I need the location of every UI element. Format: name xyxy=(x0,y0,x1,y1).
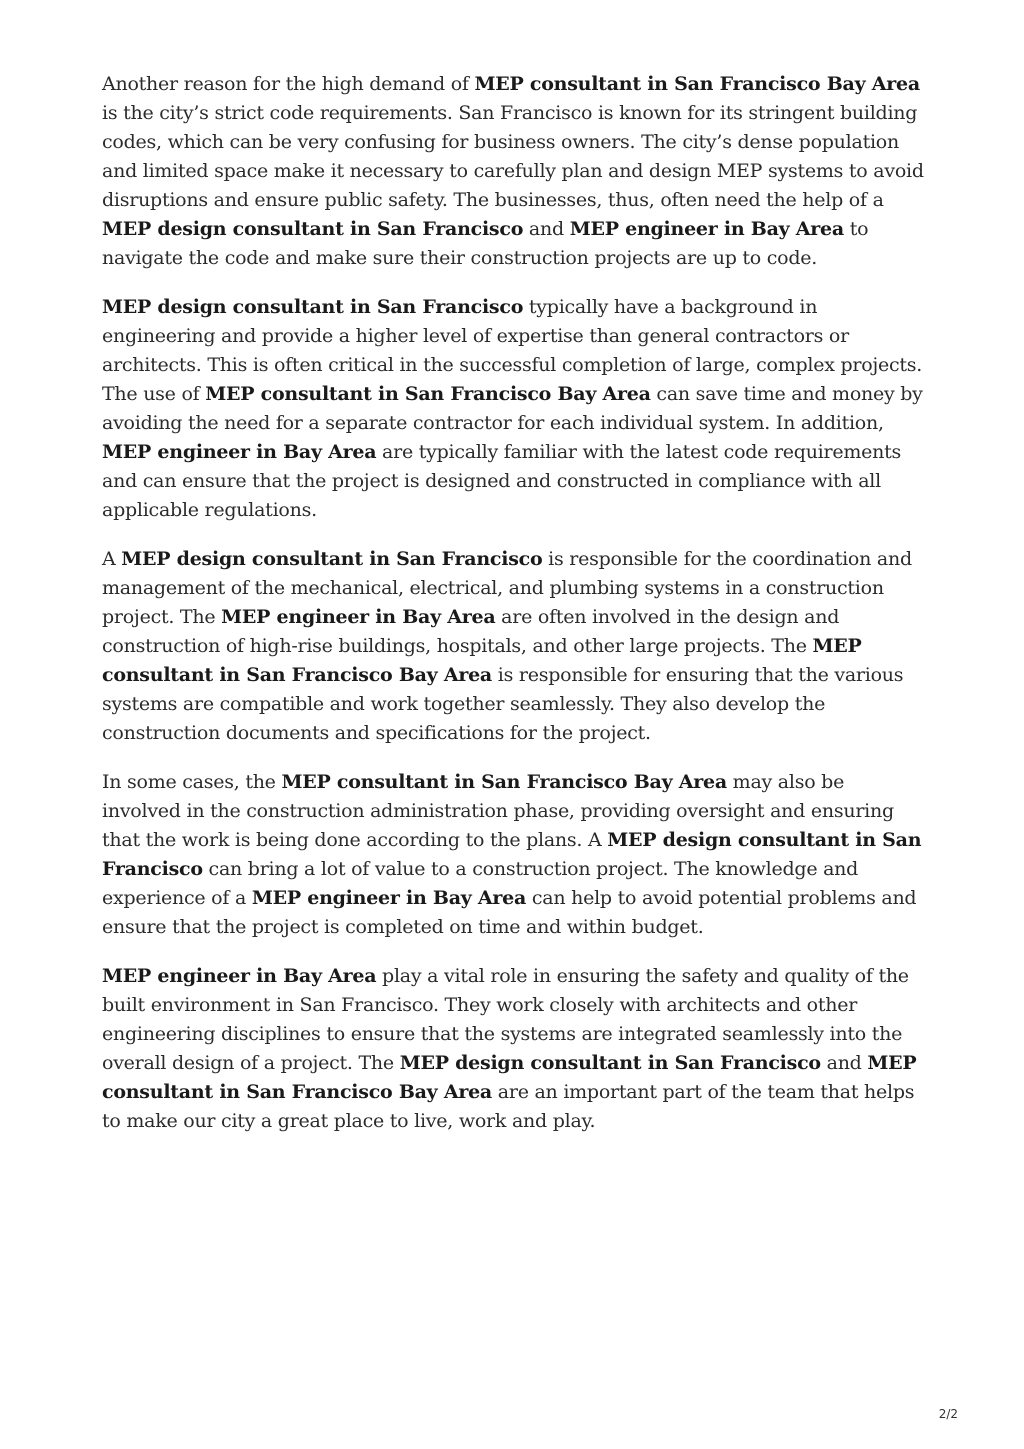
paragraph-text: and xyxy=(523,218,570,240)
keyword-phrase: MEP engineer in Bay Area xyxy=(102,441,377,463)
keyword-phrase: MEP engineer in Bay Area xyxy=(221,606,496,628)
paragraph-text: are an important part of the team that helps to make our city a great place to live, work and play. xyxy=(102,1081,915,1132)
keyword-phrase: MEP consultant in San Francisco Bay Area xyxy=(474,73,920,95)
paragraph-text: Another reason for the high demand of xyxy=(102,73,475,95)
paragraph-2 xyxy=(102,293,928,525)
paragraph-3 xyxy=(102,545,928,748)
keyword-phrase: MEP consultant in San Francisco Bay Area xyxy=(281,771,727,793)
paragraph-text: is the city’s strict code requirements. San Francisco is known for its stringent building codes, which can be very confusing for business owners. The city’s dense population and limited space make it necessary to carefully plan and design MEP systems to avoid disruptions and ensure public safety. The businesses, thus, often need the help of a xyxy=(102,102,924,211)
paragraph-text: can bring a lot of value to a construction project. The knowledge and experience of a xyxy=(102,858,859,909)
keyword-phrase: MEP design consultant in San Francisco xyxy=(399,1052,821,1074)
paragraph-text: is responsible for the coordination and management of the mechanical, electrical, and plumbing systems in a construction project. The xyxy=(102,548,912,628)
paragraph-1 xyxy=(102,70,928,273)
paragraph-text: may also be involved in the construction administration phase, providing oversight and ensuring that the work is being done according to the plans. A xyxy=(102,771,894,851)
paragraph-text: can save time and money by avoiding the need for a separate contractor for each individual system. In addition, xyxy=(102,383,923,434)
keyword-phrase: MEP design consultant in San Francisco xyxy=(102,218,524,240)
keyword-phrase: MEP design consultant in San Francisco xyxy=(102,829,922,880)
document-body xyxy=(102,70,928,1156)
keyword-phrase: MEP engineer in Bay Area xyxy=(251,887,527,909)
paragraph-text: can help to avoid potential problems and ensure that the project is completed on time and within budget. xyxy=(102,887,917,938)
keyword-phrase: MEP design consultant in San Francisco xyxy=(102,296,524,318)
keyword-phrase: MEP design consultant in San Francisco xyxy=(121,548,543,570)
page-number: 2/2 xyxy=(938,1407,958,1421)
paragraph-text: is responsible for ensuring that the various systems are compatible and work together seamlessly. They also develop the construction documents and specifications for the project. xyxy=(102,664,904,744)
paragraph-text: typically have a background in engineering and provide a higher level of expertise than general contractors or architects. This is often critical in the successful completion of large, complex projects. The use of xyxy=(102,296,923,405)
keyword-phrase: MEP consultant in San Francisco Bay Area xyxy=(102,1052,917,1103)
paragraph-text: A xyxy=(102,548,122,570)
keyword-phrase: MEP engineer in Bay Area xyxy=(569,218,844,240)
paragraph-text: to navigate the code and make sure their construction projects are up to code. xyxy=(102,218,869,269)
paragraph-text: are typically familiar with the latest code requirements and can ensure that the project is designed and constructed in compliance with all applicable regulations. xyxy=(102,441,901,521)
keyword-phrase: MEP consultant in San Francisco Bay Area xyxy=(205,383,651,405)
paragraph-text: play a vital role in ensuring the safety and quality of the built environment in San Francisco. They work closely with architects and other engineering disciplines to ensure that the systems are integrated seamlessly into the overall design of a project. The xyxy=(102,965,909,1074)
keyword-phrase: MEP engineer in Bay Area xyxy=(102,965,377,987)
paragraph-5 xyxy=(102,962,928,1136)
keyword-phrase: MEP consultant in San Francisco Bay Area xyxy=(102,635,862,686)
paragraph-text: are often involved in the design and construction of high-rise buildings, hospitals, and other large projects. The xyxy=(102,606,840,657)
paragraph-text: In some cases, the xyxy=(102,771,282,793)
paragraph-4 xyxy=(102,768,928,942)
paragraph-text: and xyxy=(820,1052,868,1074)
